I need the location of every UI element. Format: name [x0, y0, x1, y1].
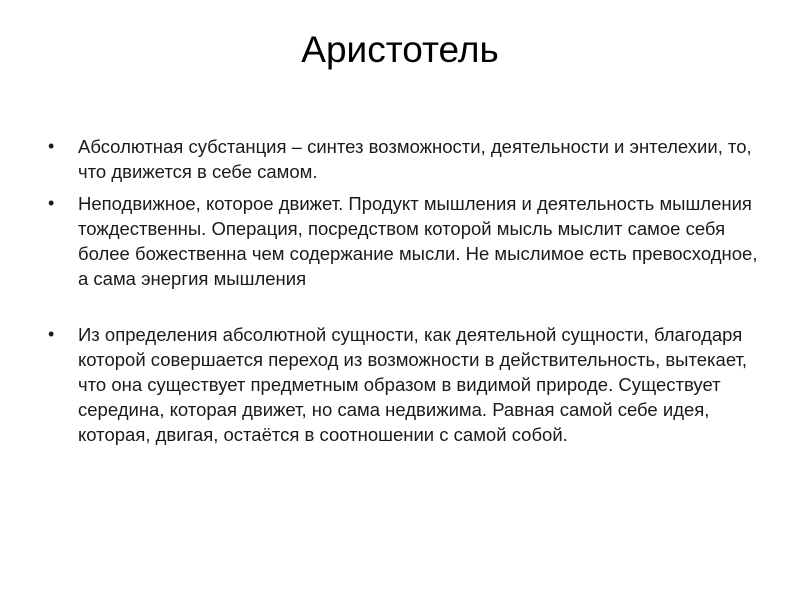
bullet-dot-icon: •	[48, 324, 55, 344]
bullet-text-2: Неподвижное, которое движет. Продукт мышления и деятельность мышления тождественны. Операция, посредством которой мысль мыслит самое себя более божественна чем содержание мысли. Не мыслимое есть превосходное, а сама энергия мышления	[78, 193, 758, 289]
bullet-dot-icon: •	[48, 193, 55, 213]
bullet-item-2	[48, 191, 760, 291]
bullet-dot-icon: •	[48, 136, 55, 156]
bullet-text-3: Из определения абсолютной сущности, как деятельной сущности, благодаря которой совершается переход из возможности в действительность, вытекает, что она существует предметным образом в видимой природе. Существует середина, которая движет, но сама недвижима. Равная самой себе идея, которая, двигая, остаётся в соотношении с самой собой.	[78, 324, 748, 445]
slide-title: Аристотель	[301, 29, 499, 70]
bullet-item-3	[48, 322, 760, 447]
bullet-item-1	[48, 134, 760, 184]
bullet-list	[48, 134, 760, 447]
bullet-text-1: Абсолютная субстанция – синтез возможности, деятельности и энтелехии, то, что движется в себе самом.	[78, 136, 752, 182]
